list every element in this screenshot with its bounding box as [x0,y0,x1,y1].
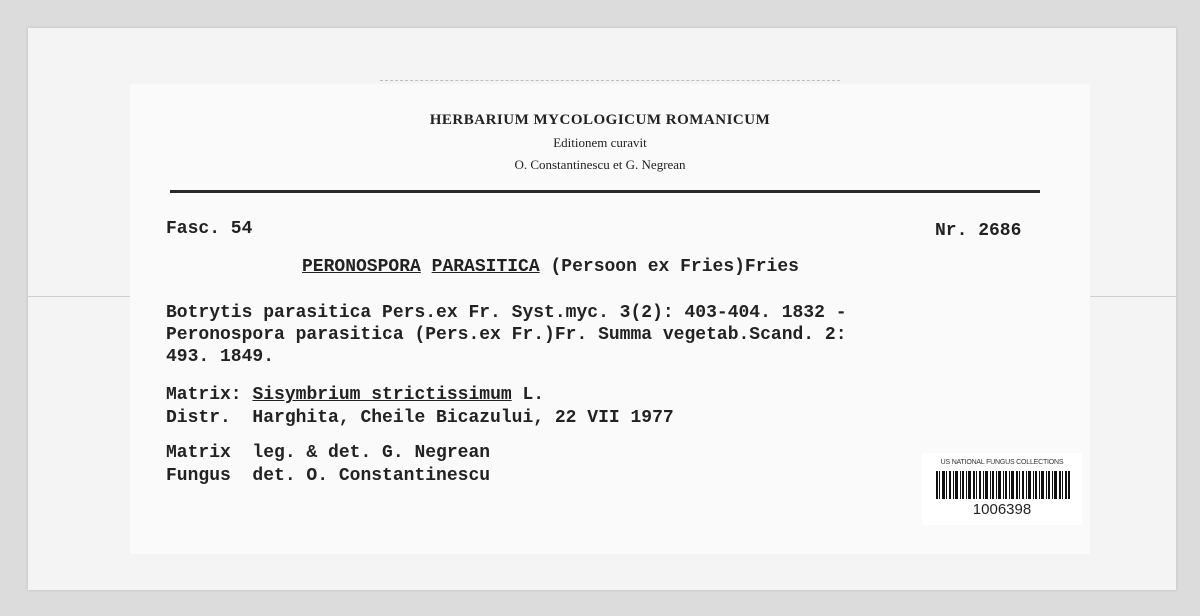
editor-line: Editionem curavit [553,135,647,150]
barcode-icon [936,471,1070,499]
editors-names: O. Constantinescu et G. Negrean [514,157,686,172]
synonymy-block [166,302,847,368]
synonymy-line-3: 493. 1849. [166,347,275,367]
species-epithet: PARASITICA [431,257,540,277]
header-divider [170,190,1040,193]
herbarium-title: HERBARIUM MYCOLOGICUM ROMANICUM [429,112,771,128]
species-name [302,257,799,277]
determiner-line [166,465,490,487]
species-genus: PERONOSPORA [302,257,421,277]
collector-line [166,442,490,464]
distribution-line [166,407,674,429]
collector-fungus-text: det. O. Constantinescu [252,466,491,486]
matrix-host: Sisymbrium strictissimum [252,385,512,405]
label-header [300,108,900,176]
collector-fungus-label: Fungus [166,466,231,486]
collector-matrix-text: leg. & det. G. Negrean [252,443,491,463]
specimen-number: Nr. 2686 [935,221,1022,241]
label-top-edge [380,80,840,84]
synonymy-line-2: Peronospora parasitica (Pers.ex Fr.)Fr. Summa vegetab.Scand. 2: [166,325,847,345]
barcode-label [922,453,1082,525]
distribution-label: Distr. [166,408,231,428]
species-authority: (Persoon ex Fries)Fries [550,257,799,277]
matrix-host-author: L. [522,385,545,405]
barcode-number: 1006398 [972,501,1032,518]
matrix-line [166,384,544,406]
fascicle-number: Fasc. 54 [166,219,253,239]
matrix-label: Matrix: [166,385,242,405]
barcode-title: US NATIONAL FUNGUS COLLECTIONS [940,459,1064,466]
synonymy-line-1: Botrytis parasitica Pers.ex Fr. Syst.myc. 3(2): 403-404. 1832 - [166,303,847,323]
distribution-text: Harghita, Cheile Bicazului, 22 VII 1977 [252,408,674,428]
collector-matrix-label: Matrix [166,443,231,463]
